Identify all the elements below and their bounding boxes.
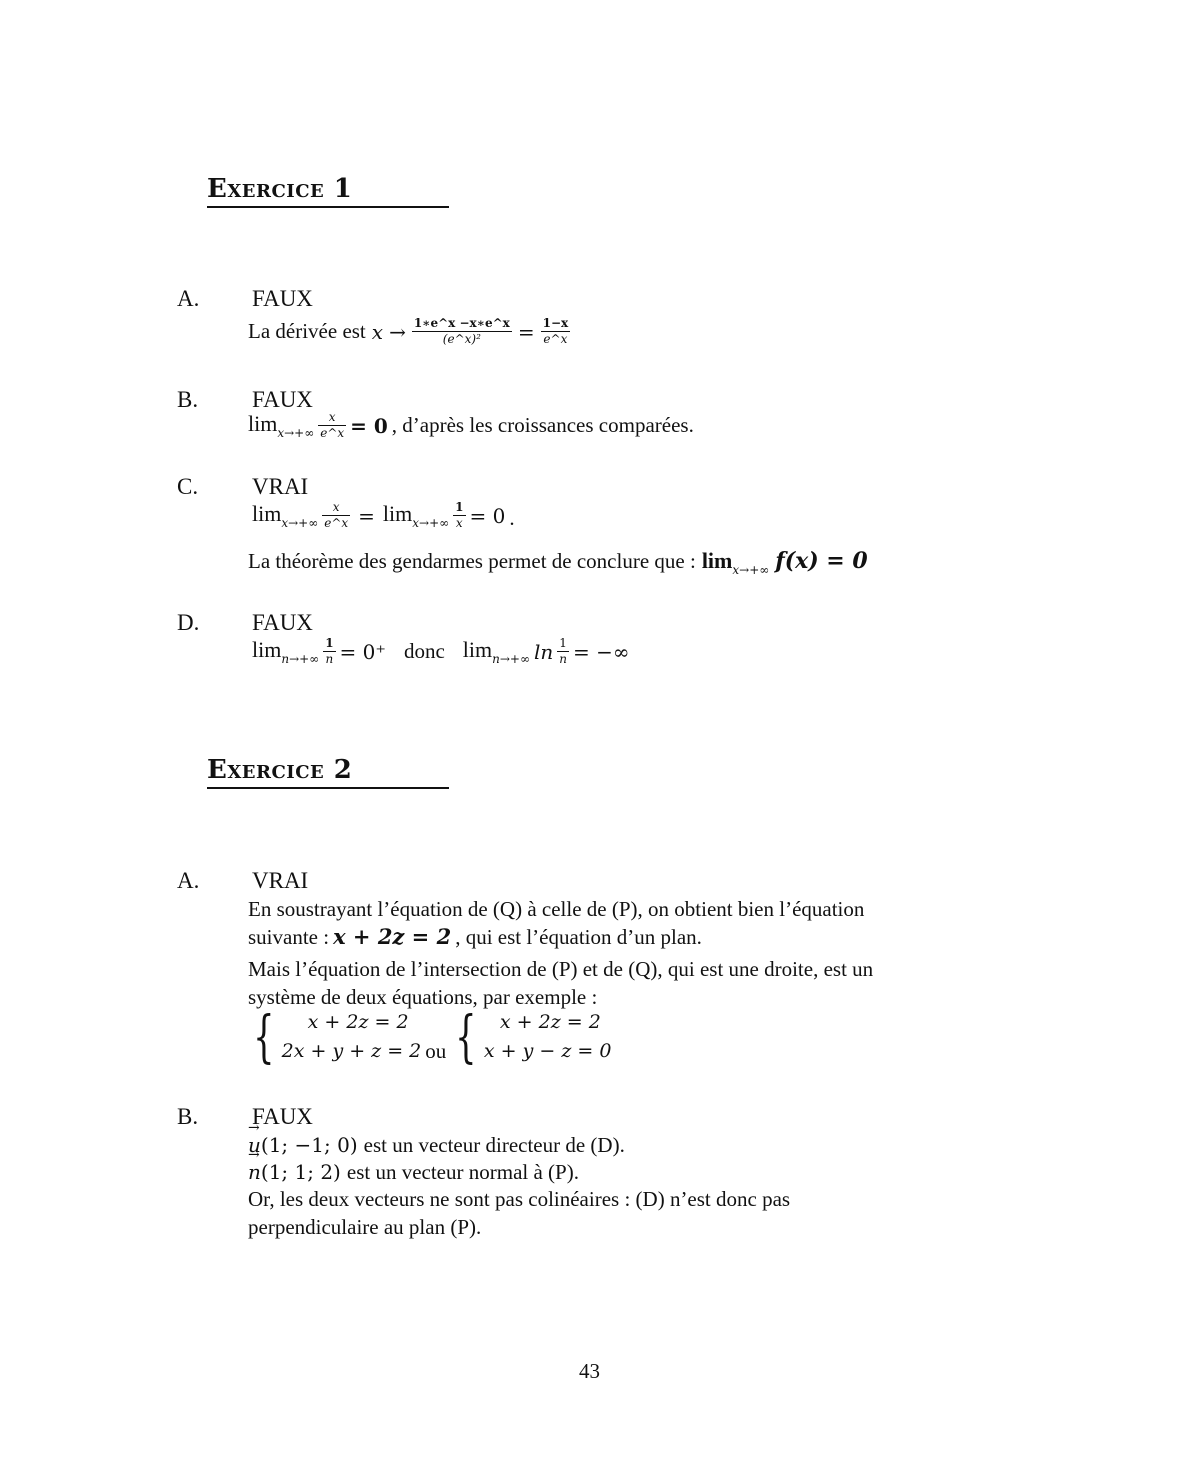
- equals-sign: =: [517, 319, 535, 344]
- item-letter: C.: [177, 474, 199, 499]
- paragraph-line: système de deux équations, par exemple :: [248, 985, 598, 1009]
- left-brace: {: [253, 1005, 275, 1070]
- vector-u: → u(1; −1; 0): [248, 1133, 358, 1157]
- vector-n-line: [248, 1160, 579, 1185]
- lim-operator: $\lim_{n\to+\infty}$: [462, 637, 530, 666]
- verdict: FAUX: [252, 1104, 313, 1129]
- item-letter: B.: [177, 387, 199, 412]
- paragraph-line: En soustrayant l’équation de (Q) à celle de (P), on obtient bien l’équation: [248, 897, 865, 921]
- limit-fraction: [323, 636, 335, 667]
- limit-fraction: [453, 500, 465, 531]
- period: .: [509, 506, 515, 530]
- page-number: 43: [579, 1359, 600, 1383]
- plane-equation: x + 2z = 2: [333, 924, 452, 949]
- fraction-numerator: x: [332, 500, 340, 514]
- system-equation: 2x + y + z = 2: [281, 1040, 422, 1062]
- verdict: VRAI: [252, 868, 309, 893]
- paragraph-line: perpendiculaire au plan (P).: [248, 1215, 482, 1239]
- limit-result: = 0: [469, 503, 506, 528]
- derivative-fraction-2: [541, 316, 571, 347]
- limit-result: = −∞: [572, 639, 630, 664]
- fraction-denominator: e^x: [324, 516, 349, 530]
- system-1: [282, 1008, 422, 1066]
- fraction-denominator: x: [453, 515, 465, 531]
- derivative-text: La dérivée est: [248, 319, 366, 343]
- fraction-numerator: 1∗e^x −x∗e^x: [413, 316, 510, 330]
- derivative-fraction-1: [412, 316, 512, 347]
- limit-result: = 0: [350, 413, 388, 438]
- vector-n-text: est un vecteur normal à (P).: [346, 1160, 579, 1184]
- derivative-line: [248, 316, 570, 347]
- vector-u-text: est un vecteur directeur de (D).: [363, 1133, 625, 1157]
- fraction-numerator: 1: [325, 636, 334, 650]
- equals-sign: =: [358, 503, 375, 528]
- plane-equation-line: [248, 924, 702, 950]
- item-letter: D.: [177, 610, 200, 635]
- limit-line: [248, 410, 694, 441]
- fraction-numerator: x: [328, 410, 336, 424]
- lim-operator: $\lim_{x\to+\infty}$: [701, 548, 770, 577]
- limit-result: = 0⁺: [339, 639, 386, 664]
- system-2: [484, 1008, 612, 1066]
- vector-n: → n(1; 1; 2): [248, 1160, 341, 1184]
- lim-operator: $\lim_{x\to+\infty}$: [248, 411, 315, 440]
- verdict: FAUX: [252, 387, 313, 412]
- limit-equality-line: [252, 500, 515, 531]
- vector-u-line: [248, 1133, 625, 1158]
- lim-operator: $\lim_{x\to+\infty}$: [252, 501, 319, 530]
- math-var: x: [371, 319, 384, 344]
- limit-explanation: , d’après les croissances comparées.: [391, 413, 694, 437]
- equation-systems: [246, 1005, 612, 1070]
- limit-fraction: [557, 636, 569, 667]
- paragraph-line: Or, les deux vecteurs ne sont pas colinéaires : (D) n’est donc pas: [248, 1187, 791, 1211]
- paragraph-line: Mais l’équation de l’intersection de (P) et de (Q), qui est une droite, est un: [248, 957, 874, 981]
- fraction-numerator: 1−x: [542, 316, 569, 330]
- donc-word: donc: [403, 639, 445, 663]
- ou-word: ou: [425, 1039, 447, 1063]
- limit-result: f(x) = 0: [775, 548, 868, 574]
- exercise-2-title: Exercice 2: [207, 755, 353, 785]
- system-equation: x + 2z = 2: [499, 1011, 601, 1033]
- limit-fraction: [318, 410, 346, 441]
- fraction-denominator: n: [559, 652, 567, 666]
- math-arrow: →: [389, 319, 406, 344]
- fraction-denominator: e^x: [541, 331, 571, 347]
- system-equation: x + y − z = 0: [483, 1040, 612, 1062]
- exercise-1-title: Exercice 1: [207, 174, 353, 204]
- item-letter: A.: [177, 868, 200, 893]
- fraction-denominator: e^x: [320, 426, 345, 440]
- lim-operator: $\lim_{x\to+\infty}$: [382, 501, 450, 530]
- fraction-numerator: 1: [559, 636, 567, 650]
- paragraph-text: suivante :: [248, 925, 330, 949]
- paragraph-text: , qui est l’équation d’un plan.: [455, 925, 702, 949]
- exercise-2-underline: [207, 787, 449, 789]
- left-brace: {: [455, 1005, 477, 1070]
- verdict: FAUX: [252, 610, 313, 635]
- fraction-numerator: 1: [455, 500, 464, 514]
- verdict: VRAI: [252, 474, 309, 499]
- ln-operator: ln: [533, 639, 554, 664]
- fraction-denominator: (e^x)²: [412, 331, 512, 347]
- limit-fraction: [322, 500, 350, 531]
- limit-ln-line: [252, 636, 630, 667]
- gendarmes-text: La théorème des gendarmes permet de conclure que :: [248, 549, 696, 573]
- fraction-denominator: n: [323, 651, 335, 667]
- verdict: FAUX: [252, 286, 313, 311]
- gendarmes-line: [248, 548, 868, 577]
- item-letter: B.: [177, 1104, 199, 1129]
- lim-operator: $\lim_{n\to+\infty}$: [252, 637, 320, 666]
- item-letter: A.: [177, 286, 200, 311]
- system-equation: x + 2z = 2: [307, 1011, 409, 1033]
- exercise-1-underline: [207, 206, 449, 208]
